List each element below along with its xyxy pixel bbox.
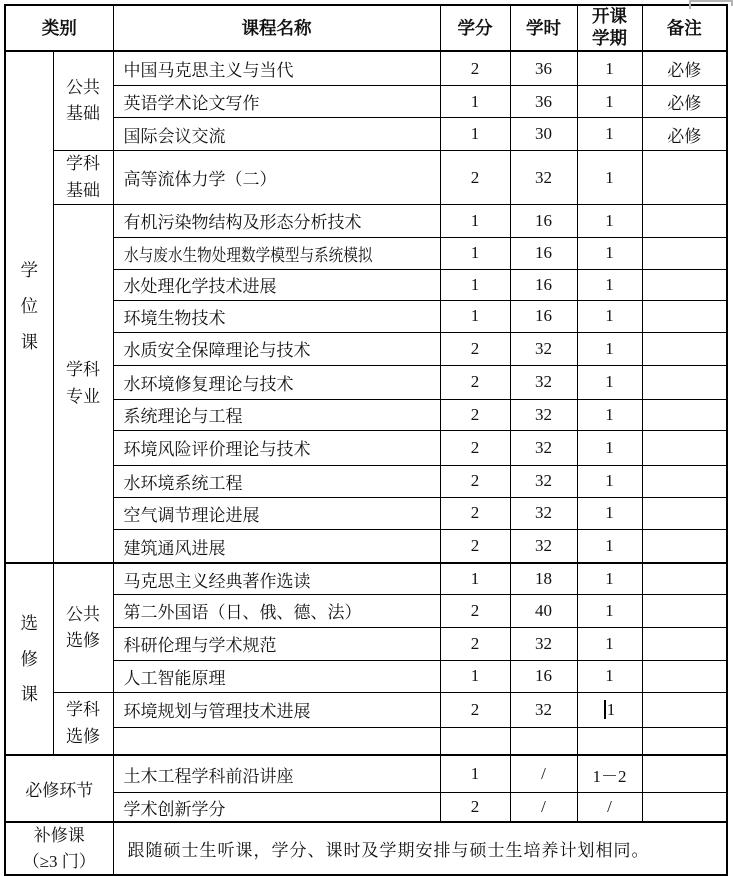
notes-cell	[642, 332, 727, 365]
semester-cell: 1	[577, 465, 642, 497]
semester-cell: 1－2	[577, 755, 642, 792]
credits-cell: 1	[440, 204, 510, 237]
notes-cell	[642, 430, 727, 465]
semester-cell: 1	[577, 399, 642, 430]
notes-cell	[642, 660, 727, 692]
table-row	[5, 465, 727, 497]
credits-cell: 1	[440, 269, 510, 300]
hours-cell: 32	[510, 430, 577, 465]
table-row	[5, 529, 727, 563]
credits-cell: 2	[440, 332, 510, 365]
semester-cell: 1	[577, 86, 642, 118]
semester-cell: 1	[577, 332, 642, 365]
table-row	[5, 300, 727, 332]
credits-cell: 1	[440, 237, 510, 269]
course-name-cell: 建筑通风进展	[113, 529, 440, 563]
credits-cell: 2	[440, 365, 510, 399]
semester-header-text: 开课学期	[592, 6, 627, 48]
credits-cell: 2	[440, 594, 510, 627]
table-row	[5, 594, 727, 627]
table-row	[5, 399, 727, 430]
course-name-cell: 中国马克思主义与当代	[113, 51, 440, 86]
hours-cell: 30	[510, 118, 577, 151]
credits-cell: 2	[440, 497, 510, 529]
table-row	[5, 332, 727, 365]
course-name-cell: 环境风险评价理论与技术	[113, 430, 440, 465]
credits-cell: 1	[440, 86, 510, 118]
table-row	[5, 430, 727, 465]
hours-cell: 32	[510, 365, 577, 399]
semester-cell: 1	[577, 563, 642, 594]
notes-cell	[642, 792, 727, 822]
notes-cell	[642, 692, 727, 727]
hours-cell: 32	[510, 497, 577, 529]
notes-cell	[642, 627, 727, 660]
table-row	[5, 497, 727, 529]
curriculum-table-wrapper	[4, 4, 728, 876]
hours-cell: /	[510, 792, 577, 822]
hours-cell: 32	[510, 151, 577, 205]
group-public-elective-label: 公共选修	[66, 604, 100, 651]
group-subject-basic	[53, 151, 113, 205]
course-name-cell: 水质安全保障理论与技术	[113, 332, 440, 365]
course-name-cell: 学术创新学分	[113, 792, 440, 822]
group-subject-basic-label: 学科基础	[66, 154, 100, 200]
col-header-credits: 学分	[440, 5, 510, 51]
notes-cell	[642, 365, 727, 399]
credits-cell: 2	[440, 692, 510, 727]
course-name-cell: 国际会议交流	[113, 118, 440, 151]
notes-cell	[642, 237, 727, 269]
hours-cell: 40	[510, 594, 577, 627]
credits-cell: 2	[440, 399, 510, 430]
notes-cell: 必修	[642, 86, 727, 118]
group-public-basic	[53, 51, 113, 151]
course-name-cell: 英语学术论文写作	[113, 86, 440, 118]
semester-cell: 1	[577, 497, 642, 529]
semester-cell: /	[577, 792, 642, 822]
group-public-elective	[53, 563, 113, 692]
col-header-category: 类别	[5, 5, 113, 51]
notes-cell	[642, 151, 727, 205]
course-name-cell: 土木工程学科前沿讲座	[113, 755, 440, 792]
table-row	[5, 269, 727, 300]
hours-cell: 16	[510, 237, 577, 269]
course-name-cell: 水环境修复理论与技术	[113, 365, 440, 399]
semester-cell: 1	[577, 660, 642, 692]
credits-cell: 1	[440, 118, 510, 151]
hours-cell: 18	[510, 563, 577, 594]
semester-cell: 1	[577, 365, 642, 399]
course-name-cell: 系统理论与工程	[113, 399, 440, 430]
semester-cell: 1	[577, 430, 642, 465]
notes-cell	[642, 529, 727, 563]
notes-cell	[642, 563, 727, 594]
notes-cell	[642, 300, 727, 332]
course-name-condensed: 水与废水生物处理数学模型与系统模拟	[123, 245, 373, 265]
group-subject-elective-label: 学科选修	[66, 700, 100, 746]
course-name-cell	[113, 727, 440, 755]
group-elective-course	[5, 563, 53, 755]
notes-cell	[642, 269, 727, 300]
col-header-semester	[577, 5, 642, 51]
credits-cell: 2	[440, 529, 510, 563]
credits-cell: 2	[440, 51, 510, 86]
hours-cell: 32	[510, 332, 577, 365]
credits-cell: 2	[440, 430, 510, 465]
semester-cell: 1	[577, 237, 642, 269]
hours-cell: 36	[510, 51, 577, 86]
credits-cell: 2	[440, 465, 510, 497]
notes-cell	[642, 465, 727, 497]
col-header-hours: 学时	[510, 5, 577, 51]
course-name-cell: 高等流体力学（二）	[113, 151, 440, 205]
table-row	[5, 792, 727, 822]
semester-cell: 1	[577, 529, 642, 563]
course-name-cell: 科研伦理与学术规范	[113, 627, 440, 660]
table-row	[5, 204, 727, 237]
course-name-cell: 人工智能原理	[113, 660, 440, 692]
course-name-cell: 水环境系统工程	[113, 465, 440, 497]
semester-cell[interactable]	[577, 692, 642, 727]
table-row	[5, 822, 727, 875]
text-cursor	[604, 700, 606, 719]
semester-cell	[577, 727, 642, 755]
group-subject-elective	[53, 692, 113, 755]
group-required-steps: 必修环节	[5, 755, 113, 822]
notes-cell: 必修	[642, 51, 727, 86]
course-name-cell: 有机污染物结构及形态分析技术	[113, 204, 440, 237]
hours-cell: 16	[510, 204, 577, 237]
table-row	[5, 692, 727, 727]
hours-cell: 16	[510, 269, 577, 300]
credits-cell: 1	[440, 755, 510, 792]
notes-cell	[642, 755, 727, 792]
semester-cell: 1	[577, 118, 642, 151]
course-name-cell: 马克思主义经典著作选读	[113, 563, 440, 594]
table-row	[5, 151, 727, 205]
table-row	[5, 365, 727, 399]
credits-cell: 1	[440, 300, 510, 332]
course-name-cell: 空气调节理论进展	[113, 497, 440, 529]
col-header-course: 课程名称	[113, 5, 440, 51]
table-row	[5, 627, 727, 660]
table-row	[5, 118, 727, 151]
credits-cell: 2	[440, 627, 510, 660]
curriculum-table	[4, 4, 728, 876]
course-name-cell: 水处理化学技术进展	[113, 269, 440, 300]
group-makeup-course-label: 补修课	[33, 826, 85, 846]
hours-cell: 32	[510, 399, 577, 430]
semester-cell: 1	[577, 627, 642, 660]
course-name-cell: 第二外国语（日、俄、德、法）	[113, 594, 440, 627]
notes-cell	[642, 594, 727, 627]
semester-value: 1	[606, 699, 616, 719]
table-header-row	[5, 5, 727, 51]
group-makeup-course-qty: （≥3 门）	[22, 851, 96, 871]
hours-cell	[510, 727, 577, 755]
table-row	[5, 51, 727, 86]
group-subject-major	[53, 204, 113, 563]
semester-cell: 1	[577, 204, 642, 237]
col-header-notes: 备注	[642, 5, 727, 51]
table-row	[5, 660, 727, 692]
notes-cell	[642, 497, 727, 529]
hours-cell: 16	[510, 660, 577, 692]
table-row-empty	[5, 727, 727, 755]
hours-cell: /	[510, 755, 577, 792]
credits-cell: 1	[440, 563, 510, 594]
group-makeup-course	[5, 822, 113, 875]
group-public-basic-label: 公共基础	[66, 77, 100, 123]
table-row	[5, 755, 727, 792]
credits-cell: 1	[440, 660, 510, 692]
table-row	[5, 86, 727, 118]
course-name-cell: 环境规划与管理技术进展	[113, 692, 440, 727]
notes-cell: 必修	[642, 118, 727, 151]
makeup-note-cell: 跟随硕士生听课，学分、课时及学期安排与硕士生培养计划相同。	[113, 822, 727, 875]
semester-cell: 1	[577, 51, 642, 86]
credits-cell: 2	[440, 792, 510, 822]
credits-cell	[440, 727, 510, 755]
group-degree-course-label: 学位课	[20, 260, 38, 353]
hours-cell: 36	[510, 86, 577, 118]
course-name-cell	[113, 237, 440, 269]
group-degree-course	[5, 51, 53, 564]
notes-cell	[642, 399, 727, 430]
hours-cell: 32	[510, 529, 577, 563]
course-name-cell: 环境生物技术	[113, 300, 440, 332]
semester-cell: 1	[577, 151, 642, 205]
hours-cell: 32	[510, 692, 577, 727]
semester-cell: 1	[577, 300, 642, 332]
credits-cell: 2	[440, 151, 510, 205]
hours-cell: 32	[510, 627, 577, 660]
hours-cell: 32	[510, 465, 577, 497]
capture-artifact-line	[689, 0, 733, 2]
table-row	[5, 563, 727, 594]
group-subject-major-label: 学科专业	[66, 360, 100, 406]
capture-artifact-tick	[689, 0, 691, 9]
semester-cell: 1	[577, 594, 642, 627]
semester-cell: 1	[577, 269, 642, 300]
group-elective-course-label: 选修课	[20, 612, 38, 705]
hours-cell: 16	[510, 300, 577, 332]
notes-cell	[642, 204, 727, 237]
table-row	[5, 237, 727, 269]
notes-cell	[642, 727, 727, 755]
